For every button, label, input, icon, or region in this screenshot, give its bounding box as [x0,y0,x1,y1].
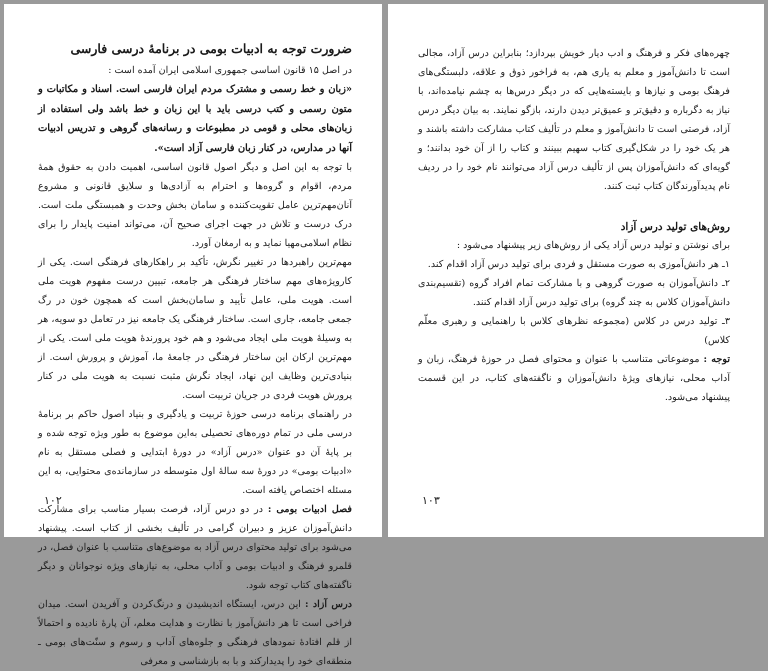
left-page [388,4,764,537]
method-item-2: ۲ـ دانش‌آموزان به صورت گروهی و با مشارکت تمام افراد گروه (تقسیم‌بندی دانش‌آموزان کلاس به چند گروه) برای تولید درس آزاد اقدام کنند. [418,278,730,308]
paragraph-5-label: درس آزاد : [304,599,352,610]
section-heading: روش‌های تولید درس آزاد [620,221,730,233]
paragraph-4 [38,500,352,595]
paragraph-1: با توجه به این اصل و دیگر اصول قانون اساسی، اهمیت دادن به حقوق همهٔ مردم، اقوام و گروه‌ها و احترام به آزادی‌ها و سلایق قانونی و مشروع آنان‌مهم‌ترین عامل تقویت‌کننده و سامان بخش وحدت و همبستگی ملت است. درک درست و تلاش در جهت اجرای صحیح آن، می‌تواند امنیت پایدار را برای نظام اسلامی‌مهیا نماید و به ارمغان آورد. [38,162,352,249]
page-number: ۱۰۲ [44,494,62,507]
note-text: موضوعاتی متناسب با عنوان و محتوای فصل در حوزهٔ فرهنگ، زبان و آداب محلی، نیازهای ویژهٔ دانش‌آموزان و ناگفته‌های کتاب، در این قسمت پیشنهاد می‌شود. [418,354,730,403]
page-title: ضرورت توجه به ادبیات بومی در برنامهٔ درسی فارسی [70,41,352,56]
note-label: توجه : [703,354,730,365]
paragraph-4-label: فصل ادبیات بومی : [267,504,352,515]
methods-intro: برای نوشتن و تولید درس آزاد یکی از روش‌های زیر پیشنهاد می‌شود : [456,240,730,251]
paragraph-2: مهم‌ترین راهبردها در تغییر نگرش، تأکید بر راهکارهای فرهنگی است. یکی از کارویژه‌های مهم ساختار فرهنگی هر جامعه، تبیین درست مفهوم هویت ملی است. هویت ملی، عامل تأیید و سامان‌بخش است که همچون خون در رگ جمعی جامعه، جاری است. ساختار فرهنگی یک جامعه نیز در تعامل دو سویه، هر به وسیلهٔ هویت ملی ایجاد می‌شود و هم خود پرورندهٔ هویت ملی است. یکی از مهم‌ترین ارکان این ساختار فرهنگی در جامعهٔ ما، آموزش و پرورش است. از بنیادی‌ترین وظایف این نهاد، ایجاد نگرش مثبت نسبت به هویت ملی در کنار پرورش هویت فردی در جریان تربیت است. [38,257,352,401]
constitution-quote: «زبان و خط رسمی و مشترک مردم ایران فارسی است. اسناد و مکاتبات و متون رسمی و کتب درسی باید با این زبان و خط باشد ولی استفاده از زبان‌های محلی و قومی در مطبوعات و رسانه‌های گروهی و تدریس ادبیات آنها در مدارس، در کنار زبان فارسی آزاد است». [38,84,352,154]
paragraph-5-text: این درس، ایستگاه اندیشیدن و درنگ‌کردن و آفریدن است. میدان فراخی است تا هر دانش‌آموز با نظارت و هدایت معلم، آن پارهٔ نادیده و احتمالاً از قلم افتادهٔ نمودهای فرهنگی و جلوه‌های آداب و رسوم و سنّت‌های بومی ـ منطقه‌ای خود را پدیدارکند و با به بازشناسی و معرفی [38,599,352,667]
paragraph-3: در راهنمای برنامه درسی حوزهٔ تربیت و یادگیری و بنیاد اصول حاکم بر برنامهٔ درسی ملی در تمام دوره‌های تحصیلی به‌این موضوع به طور ویژه توجه شده و بر پایهٔ آن دو عنوان «درس آزاد» در دورهٔ ابتدایی و فصلی مستقل به نام «ادبیات بومی» در دورهٔ سه سالهٔ اول متوسطه در سازمانده‌ی محتوایی، به این مسئله اختصاص یافته است. [38,409,352,496]
note [418,350,730,407]
paragraph-continued: چهره‌های فکر و فرهنگ و ادب دیار خویش بپردازد؛ بنابراین درس آزاد، مجالی است تا دانش‌آموز و معلم به یاری هم، به فراخور ذوق و علاقه، دلبستگی‌های فرهنگ بومی و نیازها و بایسته‌هایی که در دیگر درس‌ها به چشم نیامده‌اند، با نیاز به دگرباره و دقیق‌تر و عمیق‌تر دیدن دارند، بازگو نمایند. به بیان دیگر درس آزاد، فرصتی است تا دانش‌آموز و معلم در تألیف کتاب مشارکت داشته باشند و هر یک خود را در شکل‌گیری کتاب سهیم ببینند و کتاب را از آن خود بدانند؛ و گویه‌ای که دانش‌آموزان پس از تألیف درس آزاد می‌توانند نام خود را در ردیف نام پدیدآورندگان کتاب ثبت کنند. [418,48,730,192]
right-page [4,4,382,667]
method-item-3: ۳ـ تولید درس در کلاس (مجموعه نظرهای کلاس با راهنمایی و رهبری معلّم کلاس) [418,316,730,346]
page-number: ۱۰۳ [422,494,440,507]
intro-line: در اصل ۱۵ قانون اساسی جمهوری اسلامی ایران آمده است : [108,65,352,76]
method-item-1: ۱ـ هر دانش‌آموزی به صورت مستقل و فردی برای تولید درس آزاد اقدام کند. [427,259,730,270]
paragraph-5 [38,595,352,671]
paragraph-4-text: در دو درس آزاد، فرصت بسیار مناسب برای مشارکت دانش‌آموزان عزیز و دبیران گرامی در تألیف بخشی از کتاب است. پیشنهاد می‌شود برای تولید محتوای درس آزاد به موضوع‌های متناسب با عنوان فصل، در قلمرو فرهنگ و ادبیات بومی و آداب محلی، به نیازهای ویژه نوجوانان و دیگر ناگفته‌های کتاب توجه شود. [38,504,352,591]
